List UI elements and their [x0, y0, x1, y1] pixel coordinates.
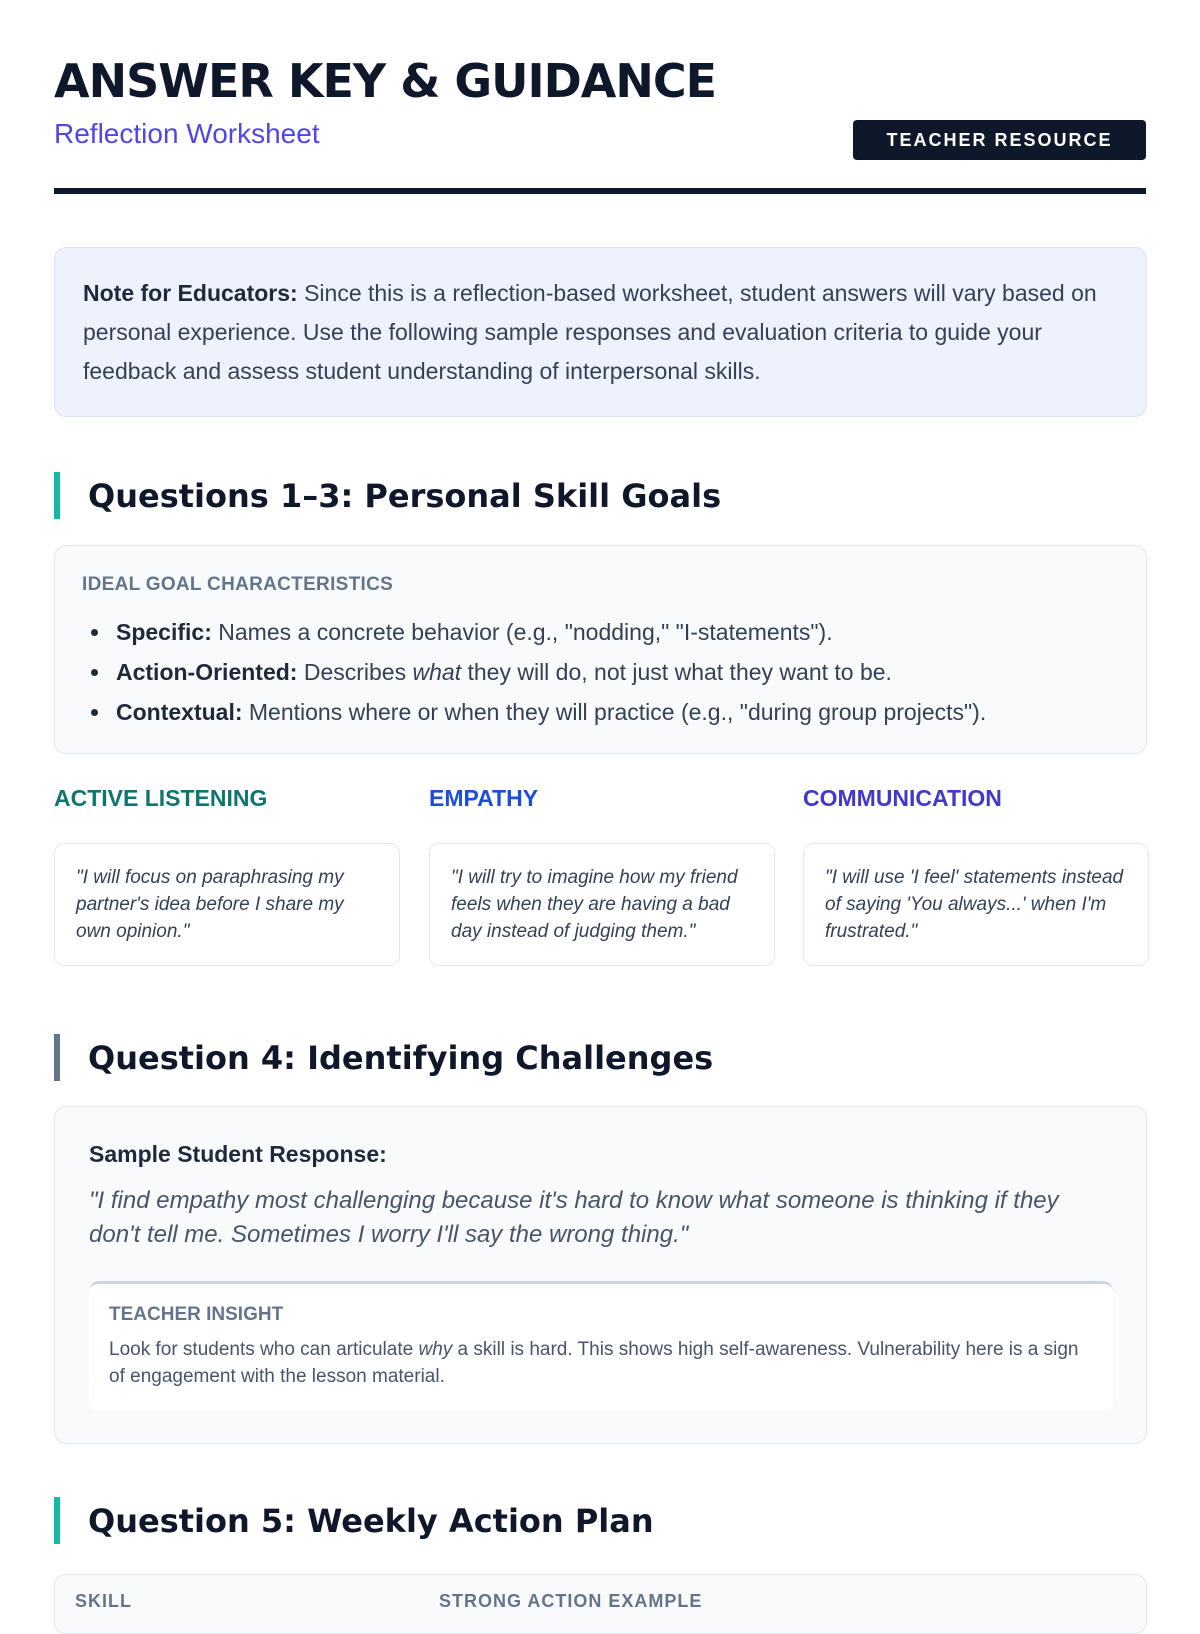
ideal-goal-box — [54, 545, 1147, 754]
table-header-action-example: STRONG ACTION EXAMPLE — [439, 1591, 703, 1611]
page-header — [54, 0, 1146, 194]
term-specific: Specific: — [116, 619, 212, 645]
insight-text-pre: Look for students who can articulate — [109, 1339, 419, 1360]
goal-characteristics-list — [82, 612, 1119, 732]
desc-action-oriented-pre: Describes — [297, 659, 413, 685]
page-subtitle: Reflection Worksheet — [54, 118, 320, 149]
table-header-skill: SKILL — [75, 1591, 132, 1611]
section-heading-challenges: Question 4: Identifying Challenges — [54, 1034, 713, 1081]
teacher-insight-box — [89, 1281, 1113, 1411]
column-title-empathy: EMPATHY — [429, 785, 539, 811]
educator-note-text: Since this is a reflection-based worksheet, student answers will vary based on personal experience. Use the following sample responses and evaluation criteria to guide your feedback and assess student understanding of interpersonal skills. — [83, 280, 1097, 384]
example-quote-active-listening: "I will focus on paraphrasing my partner's idea before I share my own opinion." — [54, 843, 400, 966]
action-plan-table — [54, 1574, 1147, 1634]
educator-note-label: Note for Educators: — [83, 280, 298, 306]
sample-response-label: Sample Student Response: — [89, 1141, 387, 1167]
insight-text-post: a skill is hard. This shows high self-awareness. Vulnerability here is a sign of engagement with the lesson material. — [109, 1339, 1079, 1387]
example-column-active-listening — [54, 783, 400, 966]
example-column-communication — [803, 783, 1149, 966]
section-heading-action-plan: Question 5: Weekly Action Plan — [54, 1497, 654, 1544]
insight-text-em: why — [418, 1339, 453, 1360]
example-quote-empathy: "I will try to imagine how my friend feels when they are having a bad day instead of judging them." — [429, 843, 775, 966]
challenge-box — [54, 1106, 1147, 1444]
desc-specific: Names a concrete behavior (e.g., "nodding," "I-statements"). — [211, 619, 833, 645]
column-title-active-listening: ACTIVE LISTENING — [54, 785, 268, 811]
column-title-communication: COMMUNICATION — [803, 785, 1002, 811]
teacher-insight-label: TEACHER INSIGHT — [109, 1304, 284, 1325]
educator-note — [54, 247, 1147, 417]
list-item-specific — [82, 612, 1119, 652]
example-quote-communication: "I will use 'I feel' statements instead of saying 'You always...' when I'm frustrated." — [803, 843, 1149, 966]
example-column-empathy — [429, 783, 775, 966]
teacher-insight-text — [109, 1336, 1093, 1390]
teacher-resource-badge: TEACHER RESOURCE — [853, 120, 1146, 160]
list-item-action-oriented — [82, 652, 1119, 692]
term-contextual: Contextual: — [116, 699, 243, 725]
desc-contextual: Mentions where or when they will practice (e.g., "during group projects"). — [242, 699, 987, 725]
list-item-contextual — [82, 692, 1119, 732]
term-action-oriented: Action-Oriented: — [116, 659, 298, 685]
desc-action-oriented-em: what — [412, 659, 462, 685]
page-title: ANSWER KEY & GUIDANCE — [54, 54, 717, 108]
desc-action-oriented-post: they will do, not just what they want to be. — [461, 659, 892, 685]
sample-response-quote: "I find empathy most challenging because it's hard to know what someone is thinking if they don't tell me. Sometimes I worry I'll say the wrong thing." — [89, 1187, 1059, 1248]
ideal-goal-label: IDEAL GOAL CHARACTERISTICS — [82, 574, 394, 595]
section-heading-skill-goals: Questions 1–3: Personal Skill Goals — [54, 472, 721, 519]
